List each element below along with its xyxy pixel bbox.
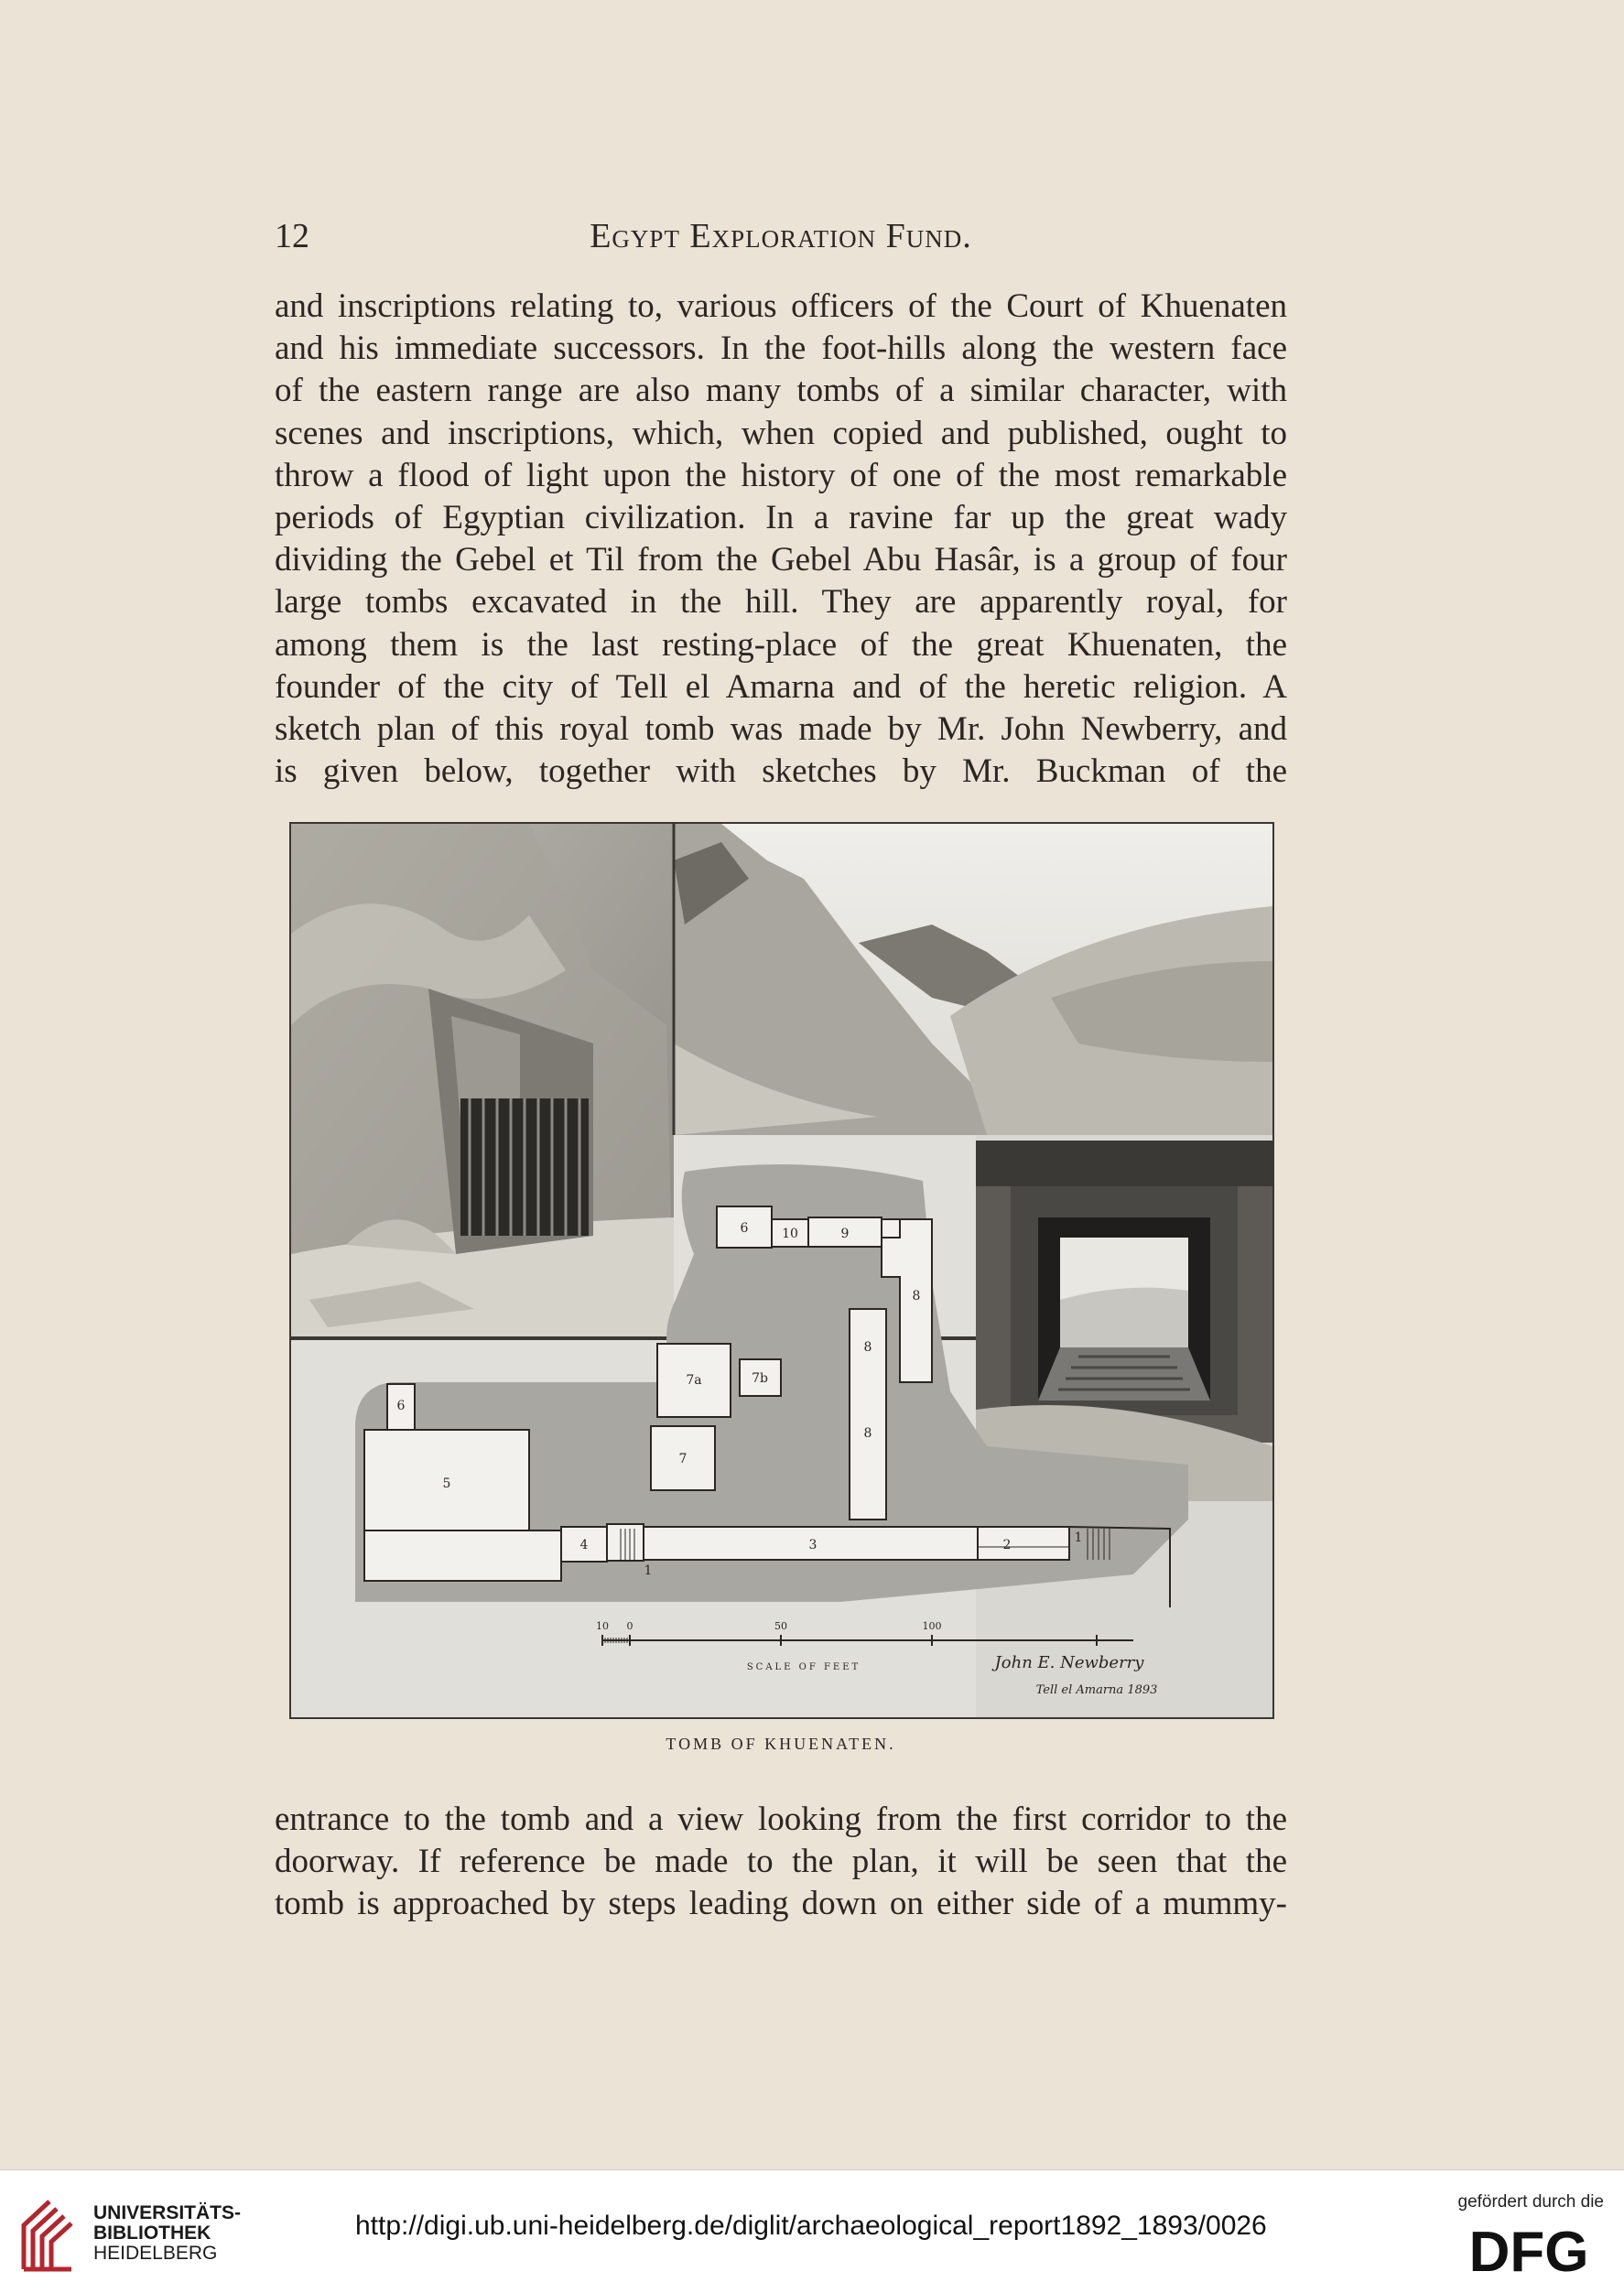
scale-tick-label: 100 — [922, 1620, 942, 1632]
room-label: 6 — [396, 1399, 406, 1413]
library-city: HEIDELBERG — [93, 2243, 218, 2264]
text-line: periods of Egyptian civilization. In a ravine far up the great wady — [275, 498, 1287, 536]
room-label: 4 — [579, 1538, 589, 1552]
university-library-name — [93, 2203, 241, 2264]
room-label: 8 — [912, 1289, 921, 1303]
room-label: 9 — [840, 1227, 850, 1241]
room-label: 8 — [863, 1340, 872, 1355]
tomb-illustration — [289, 822, 1274, 1719]
text-line: tomb is approached by steps leading down on either side of a mummy- — [275, 1885, 1287, 1923]
signature-date: Tell el Amarna 1893 — [1035, 1683, 1158, 1697]
scale-label: SCALE OF FEET — [746, 1662, 861, 1672]
room-label: 7 — [678, 1452, 687, 1466]
paragraph-bottom — [275, 1799, 1287, 1926]
scale-tick-label: 0 — [626, 1620, 633, 1632]
corridor-sketch — [976, 1141, 1272, 1501]
room-label: 8 — [863, 1426, 872, 1441]
room-label: 3 — [808, 1538, 817, 1552]
text-line: founder of the city of Tell el Amarna and of the heretic religion. A — [275, 667, 1287, 706]
text-line: sketch plan of this royal tomb was made by Mr. John Newberry, and — [275, 709, 1287, 748]
room-label: 10 — [782, 1227, 798, 1241]
page-header — [275, 216, 1287, 262]
page-number: 12 — [275, 217, 309, 255]
library-name-line: UNIVERSITÄTS- — [93, 2202, 242, 2223]
room-label: 5 — [442, 1476, 451, 1491]
ravine-sketch — [674, 824, 1272, 1135]
figure-caption: TOMB OF KHUENATEN. — [666, 1735, 896, 1753]
running-title: Egypt Exploration Fund. — [590, 217, 972, 255]
tomb-illustration-svg — [291, 824, 1272, 1717]
artist-signature: John E. Newberry — [994, 1653, 1144, 1672]
room-label: 1 — [644, 1563, 653, 1578]
text-line: large tombs excavated in the hill. They are apparently royal, for — [275, 583, 1287, 622]
paragraph-top — [275, 286, 1287, 793]
room-label: 7a — [686, 1373, 702, 1388]
library-name-line: BIBLIOTHEK — [93, 2223, 211, 2244]
dfg-logo[interactable] — [1456, 2222, 1602, 2278]
viewer-footer — [0, 2169, 1624, 2293]
text-line: and his immediate successors. In the foot-hills along the western face — [275, 330, 1287, 368]
room-label: 1 — [1074, 1530, 1083, 1545]
room-label: 7b — [752, 1371, 768, 1386]
text-line: among them is the last resting-place of the great Khuenaten, the — [275, 625, 1287, 664]
text-line: throw a flood of light upon the history of one of the most remarkable — [275, 456, 1287, 494]
text-line: of the eastern range are also many tombs of a similar character, with — [275, 372, 1287, 410]
room-label: 2 — [1002, 1538, 1012, 1552]
text-line: and inscriptions relating to, various officers of the Court of Khuenaten — [275, 287, 1287, 325]
text-line: dividing the Gebel et Til from the Gebel Abu Hasâr, is a group of four — [275, 541, 1287, 579]
permalink-url[interactable]: http://digi.ub.uni-heidelberg.de/diglit/archaeological_report1892_1893/0026 — [355, 2211, 1267, 2241]
text-line: entrance to the tomb and a view looking from the first corridor to the — [275, 1801, 1287, 1838]
dfg-logo-text: DFG — [1468, 2222, 1589, 2278]
room-label: 6 — [740, 1221, 749, 1236]
text-line: scenes and inscriptions, which, when copied and published, ought to — [275, 414, 1287, 452]
doorway-grille — [460, 1098, 589, 1236]
text-line: is given below, together with sketches by Mr. Buckman of the — [275, 752, 1287, 791]
university-library-logo[interactable] — [16, 2189, 90, 2277]
scale-tick-label: 10 — [596, 1620, 609, 1632]
text-line: doorway. If reference be made to the plan, it will be seen that the — [275, 1843, 1287, 1881]
funding-note: gefördert durch die — [1457, 2192, 1604, 2212]
entrance-sketch — [291, 824, 674, 1336]
scale-tick-label: 50 — [774, 1620, 787, 1632]
